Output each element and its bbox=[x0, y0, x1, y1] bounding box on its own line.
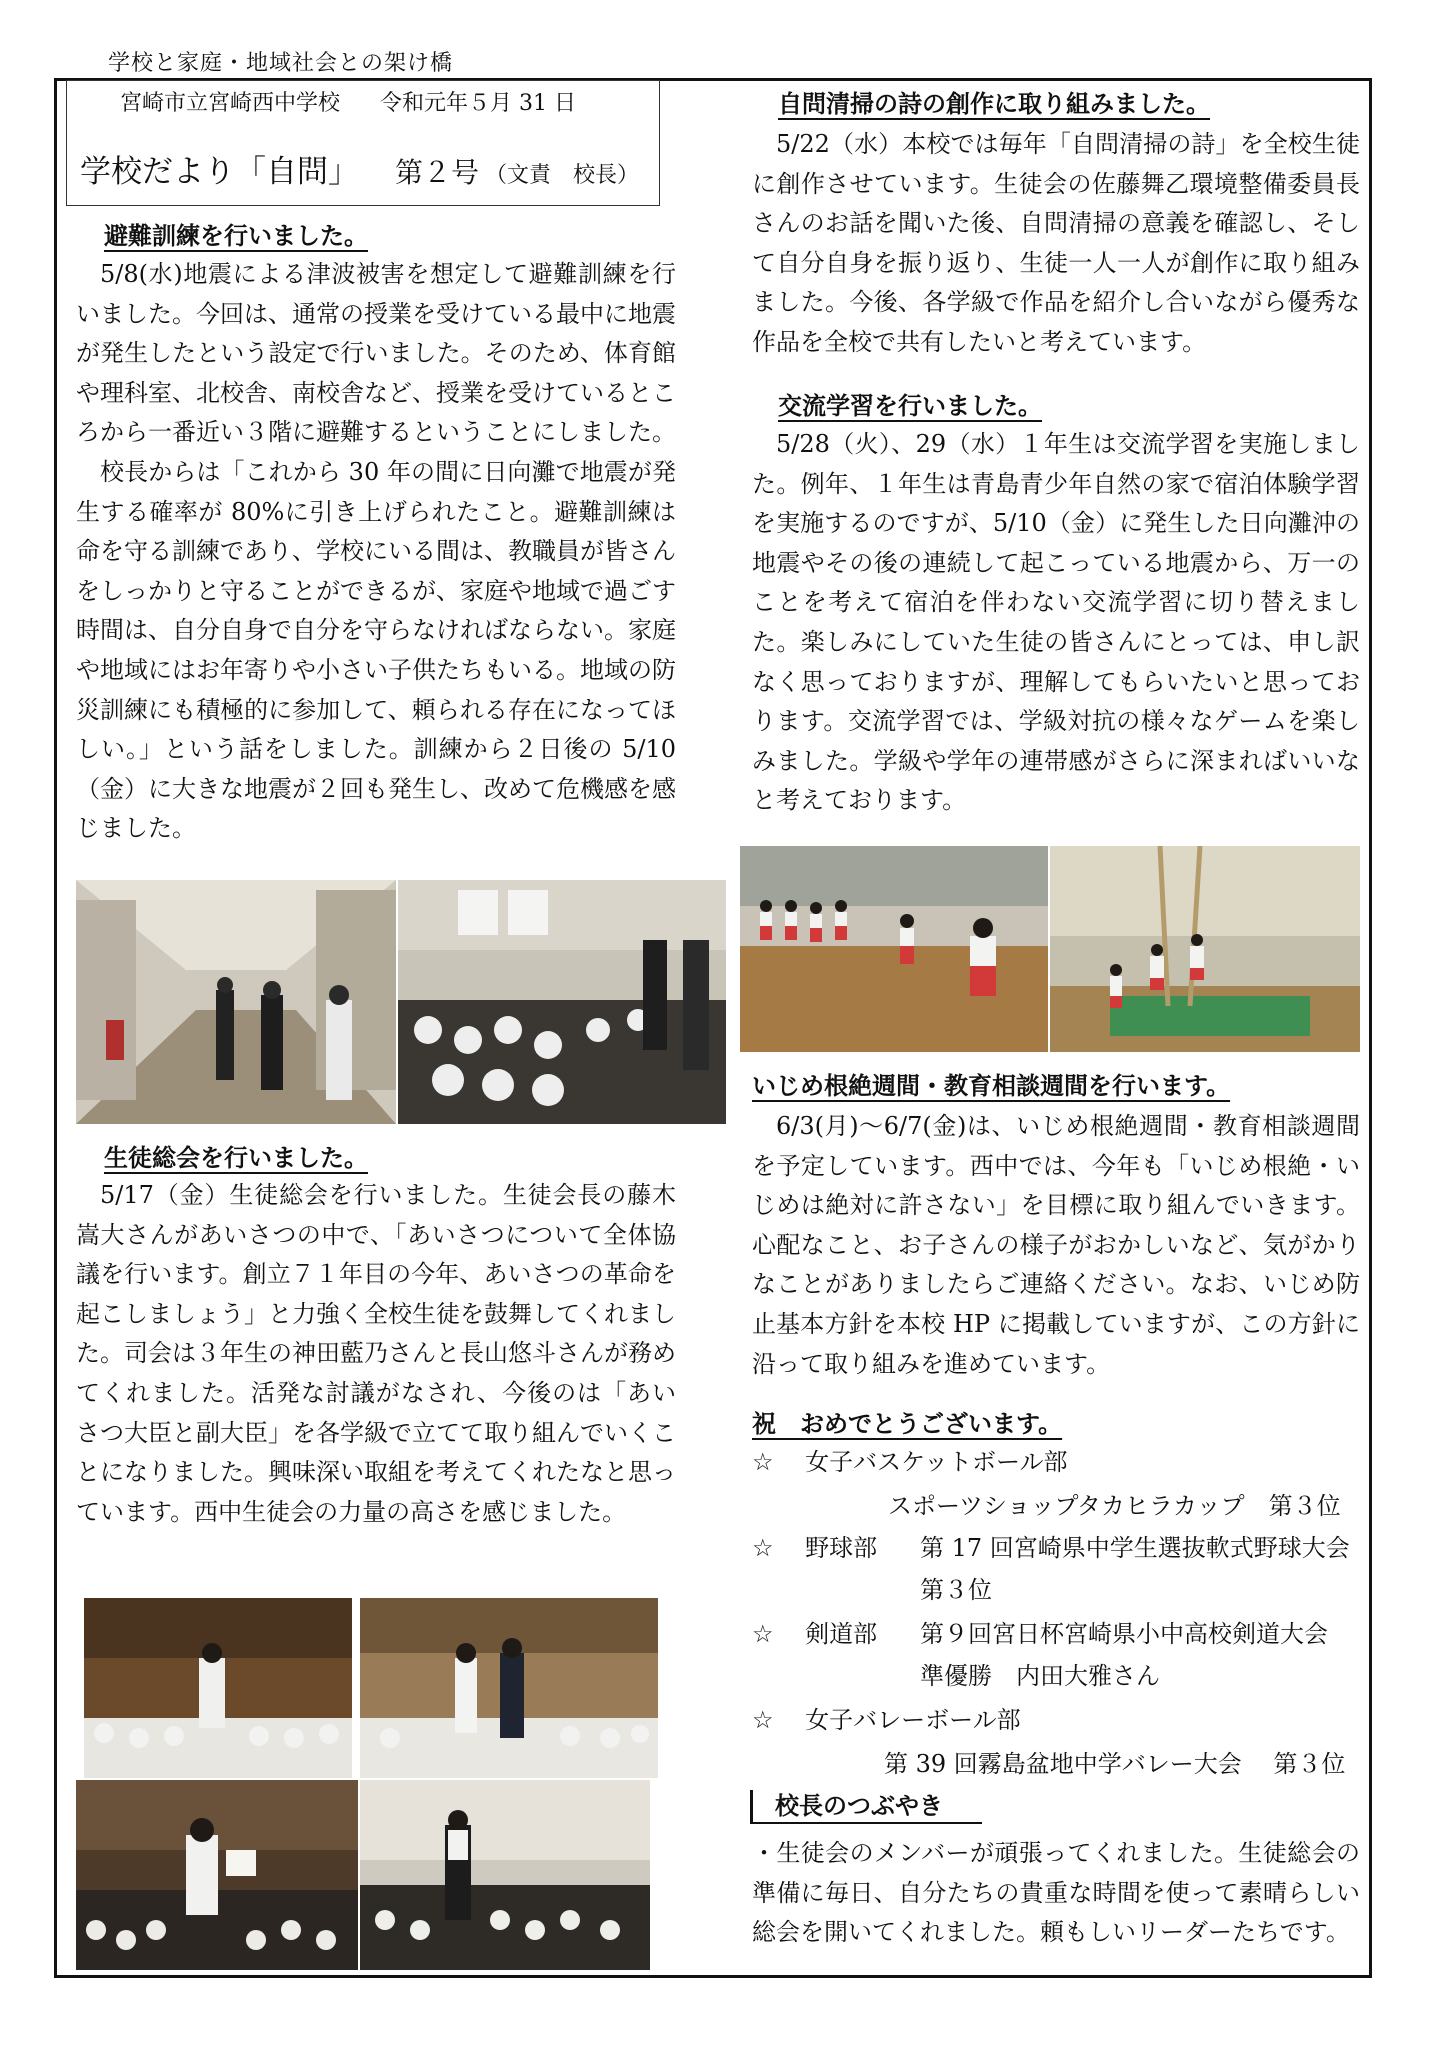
issue-number: 第２号 bbox=[395, 156, 480, 189]
award-3-club: 剣道部 bbox=[805, 1620, 878, 1648]
exchange-photo-2 bbox=[1050, 846, 1360, 1052]
award-4-result: 第 39 回霧島盆地中学バレー大会 第３位 bbox=[884, 1750, 1346, 1778]
award-2 bbox=[752, 1528, 877, 1568]
award-3-result: 準優勝 内田大雅さん bbox=[920, 1662, 1160, 1690]
star-icon: ☆ bbox=[752, 1448, 774, 1476]
assembly-photo-1 bbox=[84, 1598, 352, 1778]
assembly-photo-4 bbox=[360, 1780, 650, 1970]
assembly-photo-3 bbox=[76, 1780, 358, 1970]
assembly-heading: 生徒総会を行いました。 bbox=[104, 1143, 368, 1172]
award-3-event: 第９回宮日杯宮崎県小中高校剣道大会 bbox=[920, 1620, 1328, 1648]
exchange-heading: 交流学習を行いました。 bbox=[778, 391, 1042, 420]
evacuation-paragraph-2: 校長からは「これから 30 年の間に日向灘で地震が発生する確率が 80%に引き上げられたこと。避難訓練は命を守る訓練であり、学校にいる間は、教職員が皆さんをしっかりと守ることができるが、家庭や地域で過ごす時間は、自分自身で自分を守らなければならない。家庭や地域にはお年寄りや小さい子供たちもいる。地域の防災訓練にも積極的に参加して、頼られる存在になってほしい。」という話をしました。訓練から２日後の 5/10（金）に大きな地震が２回も発生し、改めて危機感を感じました。 bbox=[76, 457, 676, 843]
cleaning-heading: 自問清掃の詩の創作に取り組みました。 bbox=[778, 89, 1210, 118]
assembly-paragraph-1: 5/17（金）生徒総会を行いました。生徒会長の藤木嵩大さんがあいさつの中で、「あいさつについて全体協議を行います。創立７１年目の今年、あいさつの革命を起こしましょう」と力強く全校生徒を鼓舞してくれました。司会は３年生の神田藍乃さんと長山悠斗さんが務めてくれました。活発な討議がなされ、今後のは「あいさつ大臣と副大臣」を各学級で立てて取り組んでいくことになりました。興味深い取組を考えてくれたなと思っています。西中生徒会の力量の高さを感じました。 bbox=[76, 1181, 676, 1526]
cleaning-paragraph-1: 5/22（水）本校では毎年「自問清掃の詩」を全校生徒に創作させています。生徒会の佐藤舞乙環境整備委員長さんのお話を聞いた後、自問清掃の意義を確認し、そして自分自身を振り返り、生徒一人一人が創作に取り組みました。今後、各学級で作品を紹介し合いながら優秀な作品を全校で共有したいと考えています。 bbox=[752, 130, 1360, 356]
bullying-text bbox=[752, 1107, 1360, 1384]
assembly-text bbox=[76, 1176, 676, 1532]
star-icon: ☆ bbox=[752, 1706, 774, 1734]
bullying-heading: いじめ根絶週間・教育相談週間を行います。 bbox=[752, 1071, 1231, 1100]
evacuation-text bbox=[76, 255, 676, 849]
award-4 bbox=[752, 1700, 1021, 1740]
award-2-event: 第 17 回宮崎県中学生選抜軟式野球大会 bbox=[920, 1534, 1350, 1562]
exchange-paragraph-1: 5/28（火）、29（水）１年生は交流学習を実施しました。例年、１年生は青島青少年自然の家で宿泊体験学習を実施するのですが、5/10（金）に発生した日向灘沖の地震やその後の連続して起こっている地震から、万一のことを考えて宿泊を伴わない交流学習に切り替えました。楽しみにしていた生徒の皆さんにとっては、申し訳なく思っておりますが、理解してもらいたいと思っております。交流学習では、学級対抗の様々なゲームを楽しみました。学級や学年の連帯感がさらに深まればいいなと考えております。 bbox=[752, 430, 1360, 815]
bullying-paragraph-1: 6/3(月)～6/7(金)は、いじめ根絶週間・教育相談週間を予定しています。西中では、今年も「いじめ根絶・いじめは絶対に許さない」を目標に取り組んでいきます。心配なこと、お子さんの様子がおかしいなど、気がかりなことがありましたらご連絡ください。なお、いじめ防止基本方針を本校 HP に掲載していますが、この方針に沿って取り組みを進めています。 bbox=[752, 1112, 1360, 1378]
tagline: 学校と家庭・地域社会との架け橋 bbox=[108, 51, 454, 76]
award-3 bbox=[752, 1614, 877, 1654]
award-2-result: 第３位 bbox=[920, 1576, 992, 1604]
star-icon: ☆ bbox=[752, 1534, 774, 1562]
award-1-result: スポーツショップタカヒラカップ 第３位 bbox=[888, 1492, 1341, 1520]
award-1-club: 女子バスケットボール部 bbox=[805, 1448, 1068, 1476]
star-icon: ☆ bbox=[752, 1620, 774, 1648]
award-1 bbox=[752, 1442, 1067, 1482]
responsibility: （文責 校長） bbox=[485, 163, 640, 188]
masthead-line bbox=[120, 86, 576, 117]
school-name: 宮崎市立宮崎西中学校 bbox=[120, 91, 341, 116]
newsletter-title: 学校だより「自問」 bbox=[80, 154, 359, 190]
newsletter-title-line bbox=[80, 146, 639, 191]
evacuation-heading: 避難訓練を行いました。 bbox=[104, 221, 368, 250]
principal-text: ・生徒会のメンバーが頑張ってくれました。生徒総会の準備に毎日、自分たちの貴重な時間を使って素晴らしい総会を開いてくれました。頼もしいリーダーたちです。 bbox=[752, 1839, 1360, 1947]
assembly-photo-2 bbox=[360, 1598, 658, 1778]
issue-date: 令和元年５月 31 日 bbox=[380, 91, 576, 116]
congrats-heading: 祝 おめでとうございます。 bbox=[752, 1409, 1063, 1438]
exchange-text bbox=[752, 425, 1360, 821]
evacuation-photo-2 bbox=[398, 880, 726, 1124]
principal-heading: 校長のつぶやき bbox=[750, 1790, 982, 1824]
exchange-photo-1 bbox=[740, 846, 1048, 1052]
evacuation-paragraph-1: 5/8(水)地震による津波被害を想定して避難訓練を行いました。今回は、通常の授業を受けている最中に地震が発生したという設定で行いました。そのため、体育館や理科室、北校舎、南校舎など、授業を受けているところから一番近い３階に避難するということにしました。 bbox=[76, 260, 676, 447]
evacuation-photo-1 bbox=[76, 880, 396, 1124]
cleaning-text bbox=[752, 125, 1360, 363]
award-4-club: 女子バレーボール部 bbox=[805, 1706, 1021, 1734]
award-2-club: 野球部 bbox=[805, 1534, 878, 1562]
